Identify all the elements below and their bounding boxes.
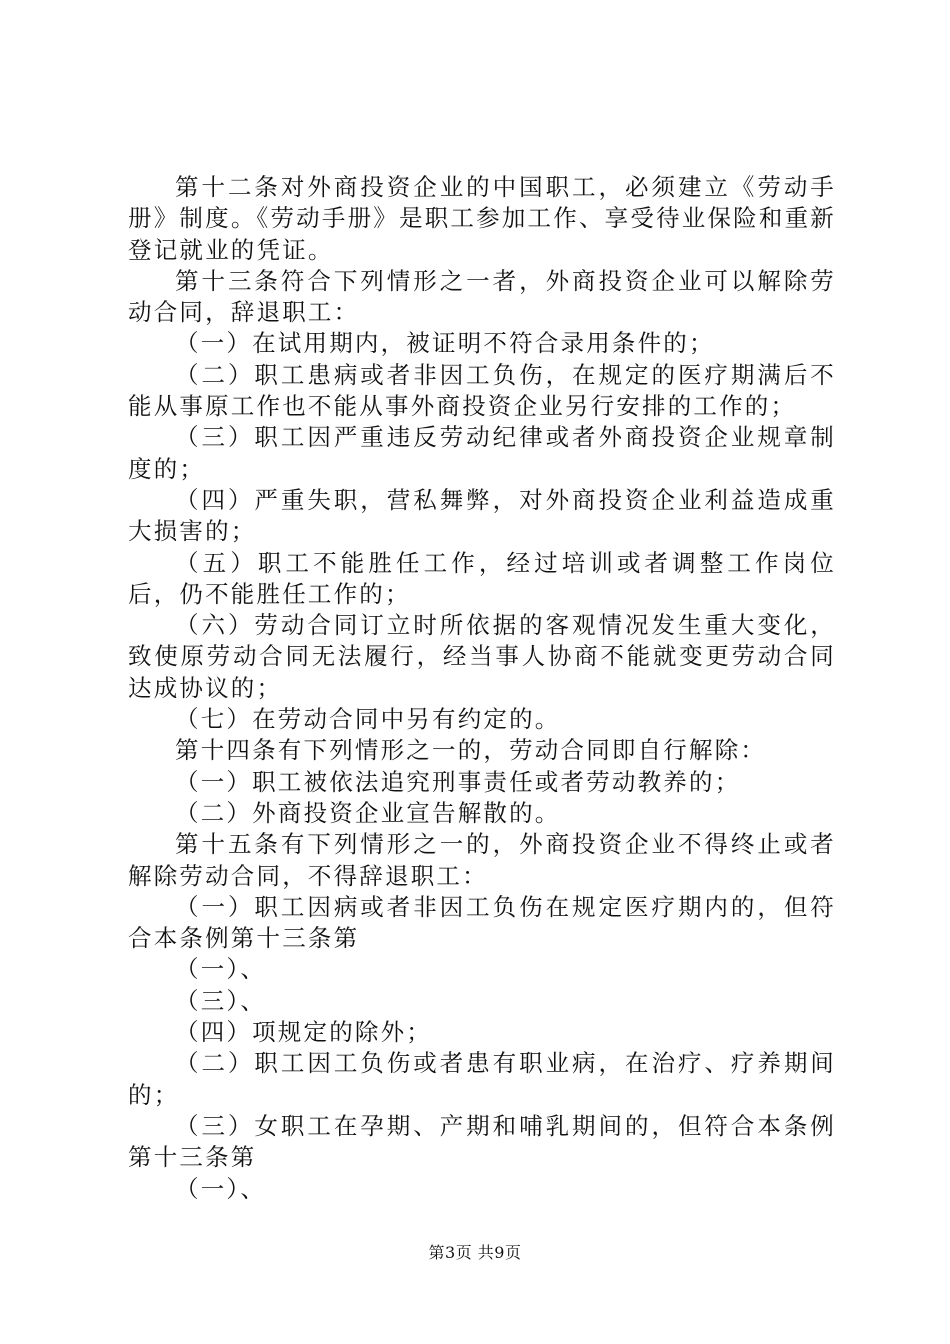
paragraph-article-15-item-1: （一）职工因病或者非因工负伤在规定医疗期内的，但符合本条例第十三条第 bbox=[128, 892, 836, 953]
paragraph-fragment: （三）、 bbox=[175, 986, 267, 1015]
paragraph-article-13-item-5: （五）职工不能胜任工作，经过培训或者调整工作岗位后，仍不能胜任工作的； bbox=[128, 548, 836, 608]
document-body bbox=[128, 172, 836, 1205]
paragraph-article-14-item-2: （二）外商投资企业宣告解散的。 bbox=[175, 798, 561, 827]
paragraph-fragment: （四）项规定的除外； bbox=[175, 1018, 432, 1047]
paragraph-article-14: 第十四条有下列情形之一的，劳动合同即自行解除： bbox=[175, 736, 767, 765]
paragraph-article-13-item-3: （三）职工因严重违反劳动纪律或者外商投资企业规章制度的； bbox=[128, 423, 836, 483]
paragraph-article-12: 第十二条对外商投资企业的中国职工，必须建立《劳动手册》制度。《劳动手册》是职工参加工作、享受待业保险和重新登记就业的凭证。 bbox=[128, 173, 836, 264]
paragraph-article-15-item-3: （三）女职工在孕期、产期和哺乳期间的，但符合本条例第十三条第 bbox=[128, 1111, 836, 1172]
page-number-footer: 第3页 共9页 bbox=[428, 1243, 522, 1262]
paragraph-fragment: （一）、 bbox=[175, 1174, 267, 1203]
paragraph-article-15: 第十五条有下列情形之一的，外商投资企业不得终止或者解除劳动合同，不得辞退职工： bbox=[128, 830, 836, 890]
paragraph-article-13-item-4: （四）严重失职，营私舞弊，对外商投资企业利益造成重大损害的； bbox=[128, 485, 836, 546]
paragraph-article-13-item-2: （二）职工患病或者非因工负伤，在规定的医疗期满后不能从事原工作也不能从事外商投资企业另行安排的工作的； bbox=[128, 360, 836, 421]
paragraph-fragment: （一）、 bbox=[175, 955, 267, 984]
paragraph-article-13-item-7: （七）在劳动合同中另有约定的。 bbox=[175, 705, 561, 734]
paragraph-article-14-item-1: （一）职工被依法追究刑事责任或者劳动教养的； bbox=[175, 767, 741, 796]
paragraph-article-15-item-2: （二）职工因工负伤或者患有职业病，在治疗、疗养期间的； bbox=[128, 1049, 836, 1109]
paragraph-article-13: 第十三条符合下列情形之一者，外商投资企业可以解除劳动合同，辞退职工： bbox=[128, 266, 836, 327]
paragraph-article-13-item-6: （六）劳动合同订立时所依据的客观情况发生重大变化，致使原劳动合同无法履行，经当事人协商不能就变更劳动合同达成协议的； bbox=[128, 611, 836, 702]
paragraph-article-13-item-1: （一）在试用期内，被证明不符合录用条件的； bbox=[175, 329, 715, 358]
